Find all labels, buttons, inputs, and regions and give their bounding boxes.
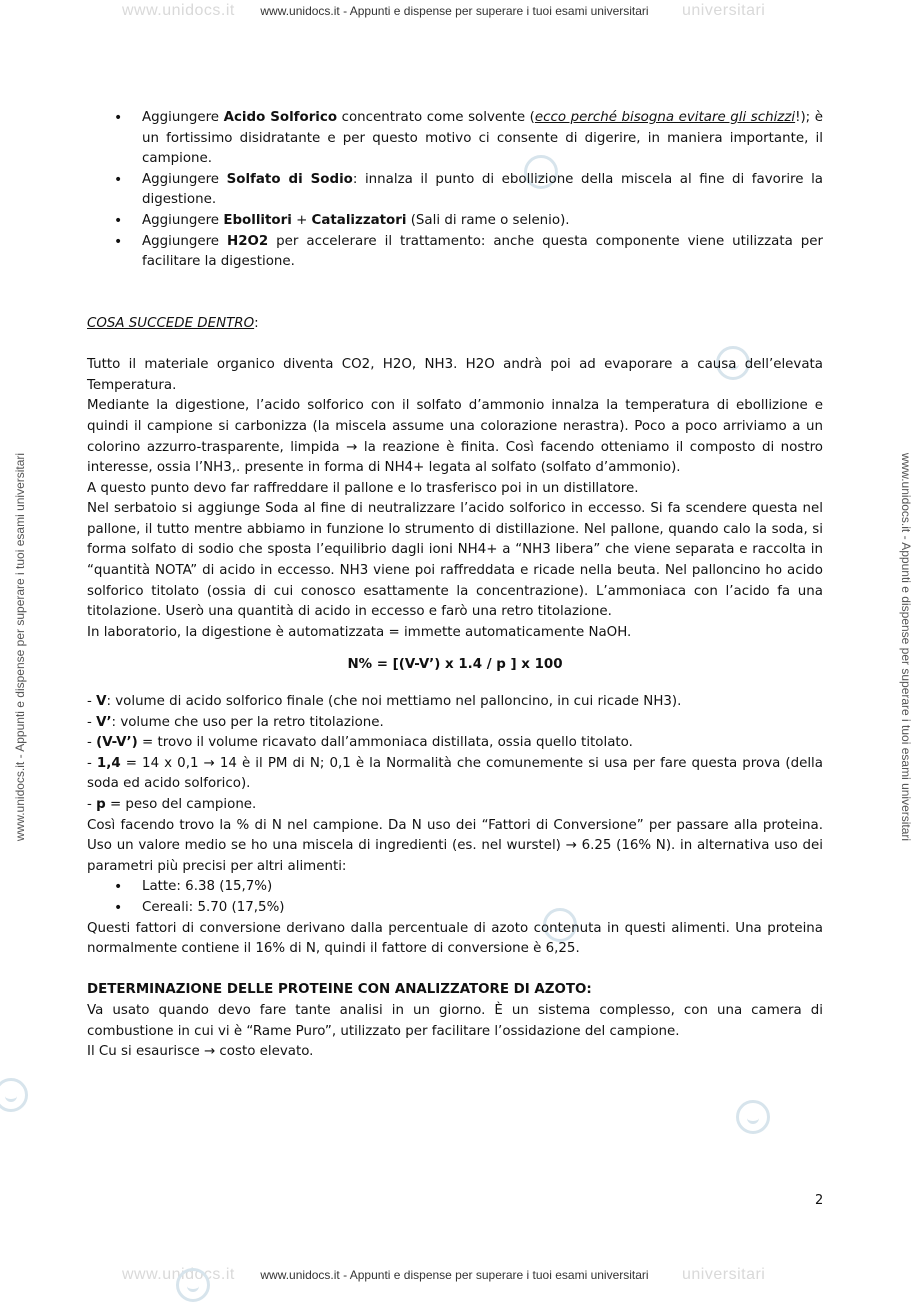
definition-line: - (V-V’) = trovo il volume ricavato dall’ammoniaca distillata, ossia quello titolato. xyxy=(87,735,633,751)
document-body xyxy=(87,108,823,1063)
section-heading: DETERMINAZIONE DELLE PROTEINE CON ANALIZZATORE DI AZOTO: xyxy=(87,982,592,998)
paragraph: Nel serbatoio si aggiunge Soda al fine di neutralizzare l’acido solforico in eccesso. Si fa scendere questa nel pallone, il tutto mentre abbiamo in funzione lo strumento di distillazione. Nel pallone, quando calo la soda, si forma solfato di sodio che sposta l’equilibrio dagli ioni NH4+ a “NH3 libera” che viene separata e raccolta in “quantità NOTA” di acido in eccesso. NH3 viene poi raffreddata e ricade nella beuta. Nel palloncino ho acido solforico titolato (ossia di cui conosco esattamente la concentrazione). L’ammoniaca con l’acido fa una titolazione. Userò una quantità di acido in eccesso e farò una retro titolazione. xyxy=(87,501,823,620)
page-number: 2 xyxy=(815,1193,824,1208)
paragraph: Tutto il materiale organico diventa CO2, H2O, NH3. H2O andrà poi ad evaporare a causa dell’elevata Temperatura. xyxy=(87,357,823,393)
paragraph: A questo punto devo far raffreddare il pallone e lo trasferisco poi in un distillatore. xyxy=(87,480,639,496)
procedure-list xyxy=(87,108,823,273)
watermark-footer[interactable]: www.unidocs.it - Appunti e dispense per superare i tuoi esami universitari xyxy=(260,1268,649,1282)
conversion-factor-list xyxy=(87,877,823,918)
paragraph: Il Cu si esaurisce → costo elevato. xyxy=(87,1044,314,1060)
watermark-side-left: www.unidocs.it - Appunti e dispense per superare i tuoi esami universitari xyxy=(13,452,27,842)
watermark-faint-top-right: universitari xyxy=(682,2,766,19)
list-item: • Cereali: 5.70 (17,5%) xyxy=(142,898,823,919)
watermark-header[interactable]: www.unidocs.it - Appunti e dispense per superare i tuoi esami universitari xyxy=(260,4,649,18)
list-item: • Aggiungere H2O2 per accelerare il trattamento: anche questa componente viene utilizzata per facilitare la digestione. xyxy=(142,232,823,273)
definition-line: - p = peso del campione. xyxy=(87,797,257,812)
watermark-faint-bottom-left: www.unidocs.it xyxy=(122,1266,235,1283)
definition-line: - 1,4 = 14 x 0,1 → 14 è il PM di N; 0,1 è la Normalità che comunemente si usa per fare questa prova (della soda ed acido solforico). xyxy=(87,755,823,792)
list-item: • Aggiungere Solfato di Sodio: innalza il punto di ebollizione della miscela al fine di favorire la digestione. xyxy=(142,170,823,211)
unidocs-logo-icon xyxy=(736,1100,770,1134)
watermark-faint-bottom-right: universitari xyxy=(682,1266,766,1283)
list-item: • Aggiungere Acido Solforico concentrato come solvente (ecco perché bisogna evitare gli schizzi!); è un fortissimo disidratante e per questo motivo ci consente di digerire, in maniera importante, il campione. xyxy=(142,108,823,170)
paragraph: Va usato quando devo fare tante analisi in un giorno. È un sistema complesso, con una camera di combustione in cui vi è “Rame Puro”, utilizzato per facilitare l’ossidazione del campione. xyxy=(87,1002,823,1039)
definition-line: - V’: volume che uso per la retro titolazione. xyxy=(87,714,384,730)
unidocs-logo-icon xyxy=(176,1268,210,1302)
paragraph: Questi fattori di conversione derivano dalla percentuale di azoto contenuta in questi alimenti. Una proteina normalmente contiene il 16% di N, quindi il fattore di conversione è 6,25. xyxy=(87,920,823,957)
definition-line: - V: volume di acido solforico finale (che noi mettiamo nel palloncino, in cui ricade NH3). xyxy=(87,694,682,710)
list-item: • Latte: 6.38 (15,7%) xyxy=(142,877,823,898)
unidocs-logo-icon xyxy=(0,1078,28,1112)
list-item: • Aggiungere Ebollitori + Catalizzatori (Sali di rame o selenio). xyxy=(142,211,823,232)
formula: N% = [(V-V’) x 1.4 / p ] x 100 xyxy=(347,657,563,673)
paragraph: Mediante la digestione, l’acido solforico con il solfato d’ammonio innalza la temperatura di ebollizione e quindi il campione si carbonizza (la miscela assume una colorazione nerastra). Poco a poco arriviamo a un colorino azzurro-trasparente, limpida → la reazione è finita. Così facendo otteniamo il composto di nostro interesse, ossia l’NH3,. presente in forma di NH4+ legata al solfato (solfato d’ammonio). xyxy=(87,398,823,476)
paragraph: Così facendo trovo la % di N nel campione. Da N uso dei “Fattori di Conversione” per passare alla proteina. Uso un valore medio se ho una miscela di ingredienti (es. nel wurstel) → 6.25 (16% N). in alternativa uso dei parametri più precisi per altri alimenti: xyxy=(87,817,823,874)
paragraph: In laboratorio, la digestione è automatizzata = immette automaticamente NaOH. xyxy=(87,624,632,640)
watermark-side-right: www.unidocs.it - Appunti e dispense per superare i tuoi esami universitari xyxy=(899,452,913,842)
section-heading: COSA SUCCEDE DENTRO: xyxy=(87,315,259,331)
watermark-faint-top-left: www.unidocs.it xyxy=(122,2,235,19)
